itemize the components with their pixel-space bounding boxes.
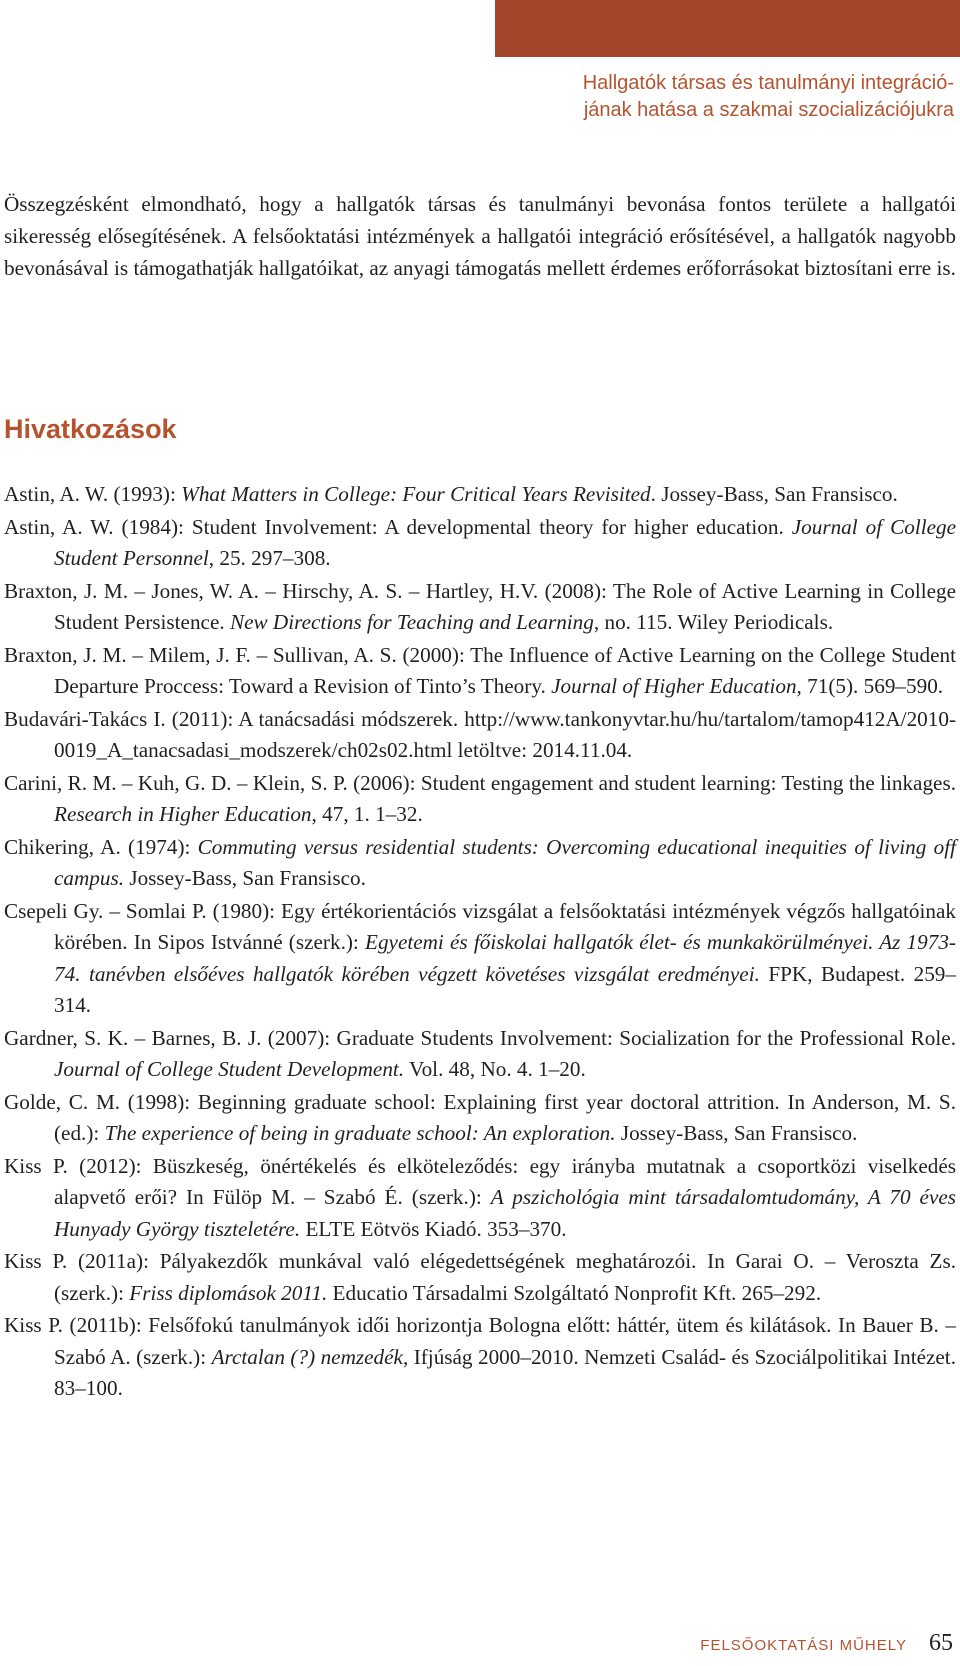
running-header-line-2: jának hatása a szakmai szocializációjukra	[583, 99, 954, 121]
reference-title: Friss diplomások 2011.	[129, 1280, 328, 1305]
reference-text: Educatio Társadalmi Szolgáltató Nonprofit Kft. 265–292.	[327, 1280, 822, 1305]
reference-title: Journal of College Student Development.	[54, 1057, 405, 1081]
reference-item	[4, 1246, 956, 1309]
reference-item	[4, 1023, 956, 1086]
reference-text: Jossey-Bass, San Fransisco.	[124, 866, 366, 890]
reference-text: Braxton, J. M. – Jones, W. A. – Hirschy, A. S. – Hartley, H.V. (2008): The Role of Active Learning in College Student Persistence.	[4, 578, 956, 634]
running-header	[494, 70, 954, 124]
reference-item	[4, 1087, 956, 1150]
reference-list	[4, 479, 956, 1406]
running-header-line-1: Hallgatók társas és tanulmányi integráció-	[582, 72, 954, 94]
reference-item	[4, 479, 956, 511]
header-color-bar	[495, 0, 960, 57]
reference-title: Commuting versus residential students: Overcoming educational inequities of living off campus.	[54, 834, 956, 890]
reference-title: A pszichológia mint társadalomtudomány, A 70 éves Hunyady György tiszteletére.	[54, 1185, 956, 1241]
reference-title: The experience of being in graduate school: An exploration.	[104, 1121, 616, 1145]
section-title: Hivatkozások	[4, 414, 177, 444]
reference-text: Braxton, J. M. – Milem, J. F. – Sullivan, A. S. (2000): The Influence of Active Learning on the College Student Departure Proccess: Toward a Revision of Tinto’s Theory.	[4, 642, 956, 698]
reference-text: . Jossey-Bass, San Fransisco.	[650, 482, 898, 506]
reference-item	[4, 832, 956, 895]
reference-item	[4, 1151, 956, 1246]
reference-item	[4, 768, 956, 831]
reference-title: What Matters in College: Four Critical Years Revisited	[181, 482, 651, 506]
reference-item	[4, 704, 956, 767]
reference-title: Arctalan (?) nemzedék	[211, 1344, 403, 1369]
reference-text: , 71(5). 569–590.	[796, 674, 944, 698]
reference-title: New Directions for Teaching and Learning	[229, 610, 594, 634]
reference-item	[4, 896, 956, 1022]
reference-text: FPK, Budapest. 259–314.	[54, 961, 956, 1017]
reference-text: , 47, 1. 1–32.	[311, 802, 423, 826]
page-number: 65	[929, 1630, 953, 1656]
reference-text: Gardner, S. K. – Barnes, B. J. (2007): Graduate Students Involvement: Socialization for the Professional Role.	[4, 1025, 956, 1050]
reference-text: Astin, A. W. (1993):	[4, 482, 182, 506]
reference-text: Kiss P. (2012): Büszkeség, önértékelés és elköteleződés: egy irányba mutatnak a csoportközi viselkedés alapvető erői? In Fülöp M. – Szabó É. (szerk.):	[4, 1153, 956, 1209]
reference-text: Astin, A. W. (1984): Student Involvement: A developmental theory for higher education.	[4, 514, 792, 539]
reference-text: Golde, C. M. (1998): Beginning graduate school: Explaining first year doctoral attrition. In Anderson, M. S. (ed.):	[4, 1089, 956, 1145]
footer-journal-name: FELSŐOKTATÁSI MŰHELY	[700, 1637, 907, 1654]
reference-item	[4, 576, 956, 639]
reference-text: Carini, R. M. – Kuh, G. D. – Klein, S. P. (2006): Student engagement and student learning: Testing the linkages.	[4, 770, 956, 795]
reference-text: ELTE Eötvös Kiadó. 353–370.	[300, 1216, 567, 1241]
reference-title: Journal of Higher Education	[551, 674, 797, 698]
page-footer	[700, 1630, 953, 1657]
reference-text: , no. 115. Wiley Periodicals.	[593, 610, 834, 634]
reference-item	[4, 512, 956, 575]
reference-text: , Ifjúság 2000–2010. Nemzeti Család- és Szociálpolitikai Intézet. 83–100.	[54, 1344, 956, 1400]
reference-text: Vol. 48, No. 4. 1–20.	[404, 1057, 586, 1081]
reference-text: , 25. 297–308.	[208, 546, 331, 570]
intro-paragraph: Összegzésként elmondható, hogy a hallgatók társas és tanulmányi bevonása fontos területe a hallgatói sikeresség elősegítésének. A felsőoktatási intézmények a hallgatói integráció erősítésével, a hallgatók nagyobb bevonásával is támogathatják hallgatóikat, az anyagi támogatás mellett érdemes erőforrásokat biztosítani erre is.	[4, 192, 956, 280]
reference-text: Csepeli Gy. – Somlai P. (1980): Egy értékorientációs vizsgálat a felsőoktatási intézmények végzős hallgatóinak körében. In Sipos Istvánné (szerk.):	[4, 898, 956, 954]
reference-text: Kiss P. (2011b): Felsőfokú tanulmányok idői horizontja Bologna előtt: háttér, ütem és kilátások. In Bauer B. – Szabó A. (szerk.):	[4, 1313, 956, 1369]
reference-title: Egyetemi és főiskolai hallgatók élet- és munkakörülményei. Az 1973-74. tanévben elsőéves hallgatók körében végzett követéses vizsgálat eredményei.	[54, 930, 956, 986]
reference-title: Journal of College Student Personnel	[54, 514, 956, 570]
reference-item	[4, 640, 956, 703]
reference-text: Jossey-Bass, San Fransisco.	[615, 1121, 858, 1145]
reference-item	[4, 1310, 956, 1405]
reference-text: Budavári-Takács I. (2011): A tanácsadási módszerek. http://www.tankonyvtar.hu/hu/tartalom/tamop412A/2010-0019_A_tanacsadasi_modszerek/ch02s02.html letöltve: 2014.11.04.	[4, 706, 956, 762]
reference-text: Kiss P. (2011a): Pályakezdők munkával való elégedettségének meghatározói. In Garai O. – Veroszta Zs. (szerk.):	[4, 1249, 956, 1305]
reference-title: Research in Higher Education	[54, 802, 312, 826]
reference-text: Chikering, A. (1974):	[4, 834, 198, 859]
